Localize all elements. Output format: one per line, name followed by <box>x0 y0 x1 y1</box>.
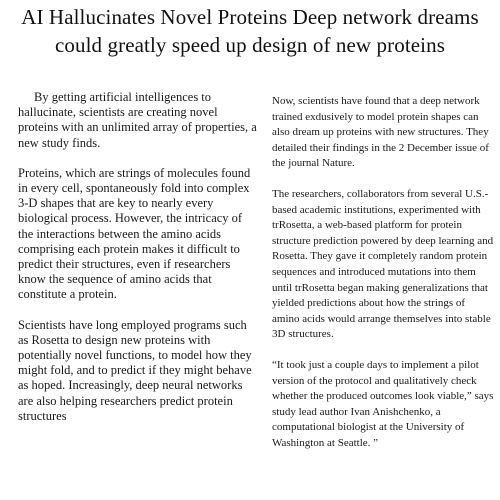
left-paragraph-1: By getting artificial intelligences to hallucinate, scientists are creating novel proteins with an unlimited array of properties, a new study finds. <box>18 90 257 150</box>
right-paragraph-3: “It took just a couple days to implement a pilot version of the protocol and qualitatively check whether the produced outcomes look viable,” says study lead author Ivan Anishchenko, a computational biologist at the University of Washington at Seattle. ” <box>272 358 494 449</box>
right-paragraph-1: Now, scientists have found that a deep network trained exdusively to model protein shapes can also dream up proteins with new structures. They detailed their findings in the 2 December issue of the journal Nature. <box>272 95 489 170</box>
left-column <box>18 90 258 439</box>
left-paragraph-3: Scientists have long employed programs such as Rosetta to design new proteins with potentially novel functions, to model how they might fold, and to predict if they might behave as hoped. Increasingly, deep neural networks are also helping researchers predict protein structures <box>18 317 252 423</box>
right-column <box>272 94 494 466</box>
left-paragraph-2: Proteins, which are strings of molecules found in every cell, spontaneously fold into complex 3-D shapes that are key to nearly every biological process. However, the intricacy of the interactions between the amino acids comprising each protein makes it difficult to predict their structures, even if researchers know the sequence of amino acids that constitute a protein. <box>18 165 251 302</box>
article-headline: AI Hallucinates Novel Proteins Deep network dreams could greatly speed up design of new proteins <box>21 5 479 57</box>
right-paragraph-2: The researchers, collaborators from several U.S.-based academic institutions, experimented with trRosetta, a web-based platform for protein structure prediction powered by deep learning and Rosetta. They gave it completely random protein sequences and introduced mutations into them until trRosetta began making generalizations that yielded predictions about how the strings of amino acids would arrange themselves into stable 3D structures. <box>272 187 494 341</box>
